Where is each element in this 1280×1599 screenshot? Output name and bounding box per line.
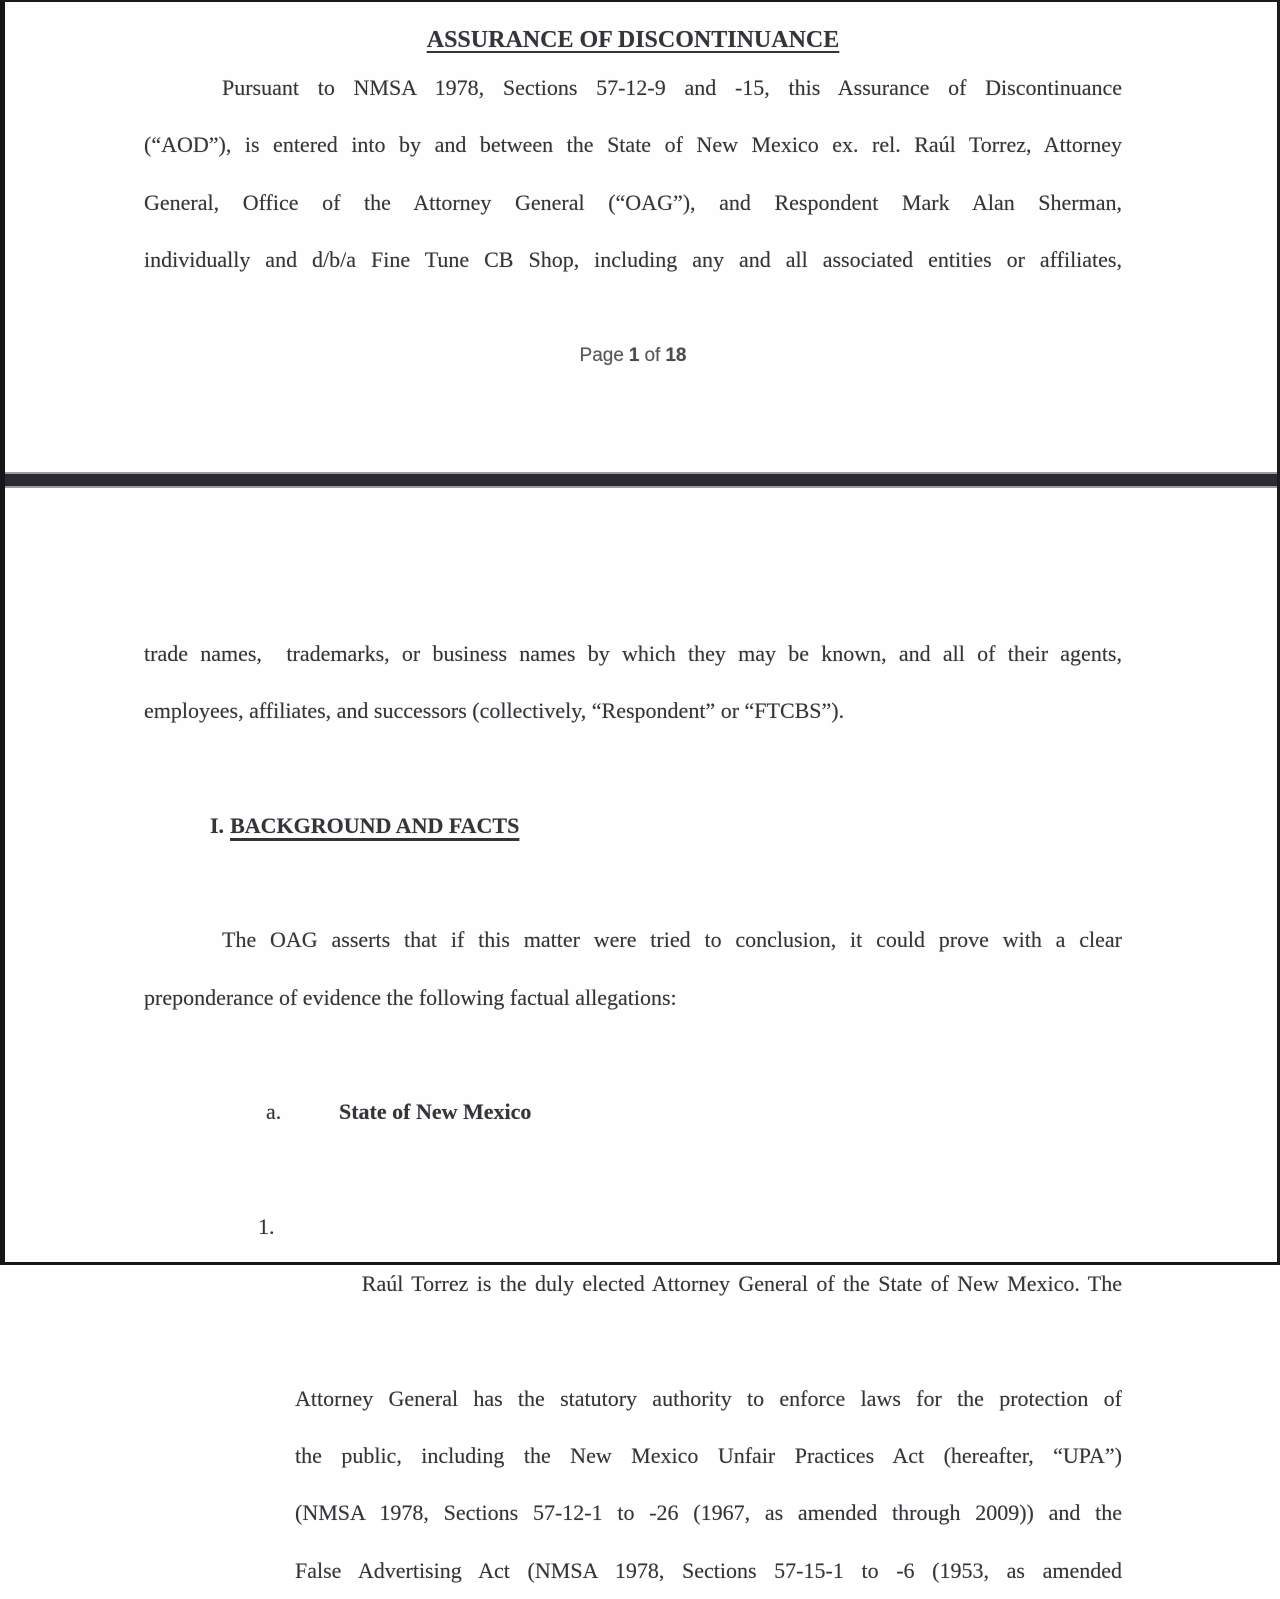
list-item-line (144, 1198, 1122, 1370)
window-border-left (0, 0, 5, 1265)
opening-paragraph (144, 59, 1122, 288)
page-indicator-total: 18 (663, 345, 689, 366)
section-heading-title: BACKGROUND AND FACTS (230, 813, 519, 838)
page-indicator-prefix: Page (577, 345, 626, 366)
intro-paragraph-line: preponderance of evidence the following factual allegations: (144, 969, 1122, 1026)
subsection-marker: a. (266, 1083, 339, 1140)
section-heading (144, 740, 1122, 912)
list-item-line: (NMSA 1978, Sections 57-12-1 to -26 (1967, as amended through 2009)) and the (144, 1484, 1122, 1541)
intro-paragraph-line: The OAG asserts that if this matter were tried to conclusion, it could prove with a clear (144, 911, 1122, 968)
page-separator (0, 472, 1280, 488)
section-heading-numeral: I. (210, 813, 224, 838)
window-border-top (0, 0, 1280, 2)
page2-top-edge (0, 486, 1280, 488)
paragraph-continuation-line: trade names, trademarks, or business names by which they may be known, and all of their agents, (144, 625, 1122, 682)
page-indicator-of: of (642, 345, 663, 366)
paragraph-line: General, Office of the Attorney General (“OAG”), and Respondent Mark Alan Sherman, (144, 174, 1122, 231)
page-indicator-current: 1 (626, 345, 642, 366)
paragraph-line: individually and d/b/a Fine Tune CB Shop, including any and all associated entities or affiliates, (144, 231, 1122, 288)
list-item-line: Attorney General has the statutory authority to enforce laws for the protection of (144, 1370, 1122, 1427)
page-indicator (144, 342, 1122, 370)
list-item-line: False Advertising Act (NMSA 1978, Sections 57-15-1 to -6 (1953, as amended (144, 1542, 1122, 1599)
list-item-number: 1. (258, 1198, 275, 1255)
paragraph-line: Pursuant to NMSA 1978, Sections 57-12-9 and -15, this Assurance of Discontinuance (144, 59, 1122, 116)
subsection-heading (144, 1026, 1122, 1198)
page2-content (144, 625, 1122, 1599)
document-title: ASSURANCE OF DISCONTINUANCE (144, 12, 1122, 69)
page-gap-bar (0, 474, 1280, 486)
list-item-text: Raúl Torrez is the duly elected Attorney General of the State of New Mexico. The (362, 1271, 1122, 1296)
list-item-line: the public, including the New Mexico Unfair Practices Act (hereafter, “UPA”) (144, 1427, 1122, 1484)
subsection-title: State of New Mexico (339, 1099, 531, 1124)
paragraph-continuation-line: employees, affiliates, and successors (collectively, “Respondent” or “FTCBS”). (144, 682, 1122, 739)
paragraph-line: (“AOD”), is entered into by and between the State of New Mexico ex. rel. Raúl Torrez, Attorney (144, 116, 1122, 173)
